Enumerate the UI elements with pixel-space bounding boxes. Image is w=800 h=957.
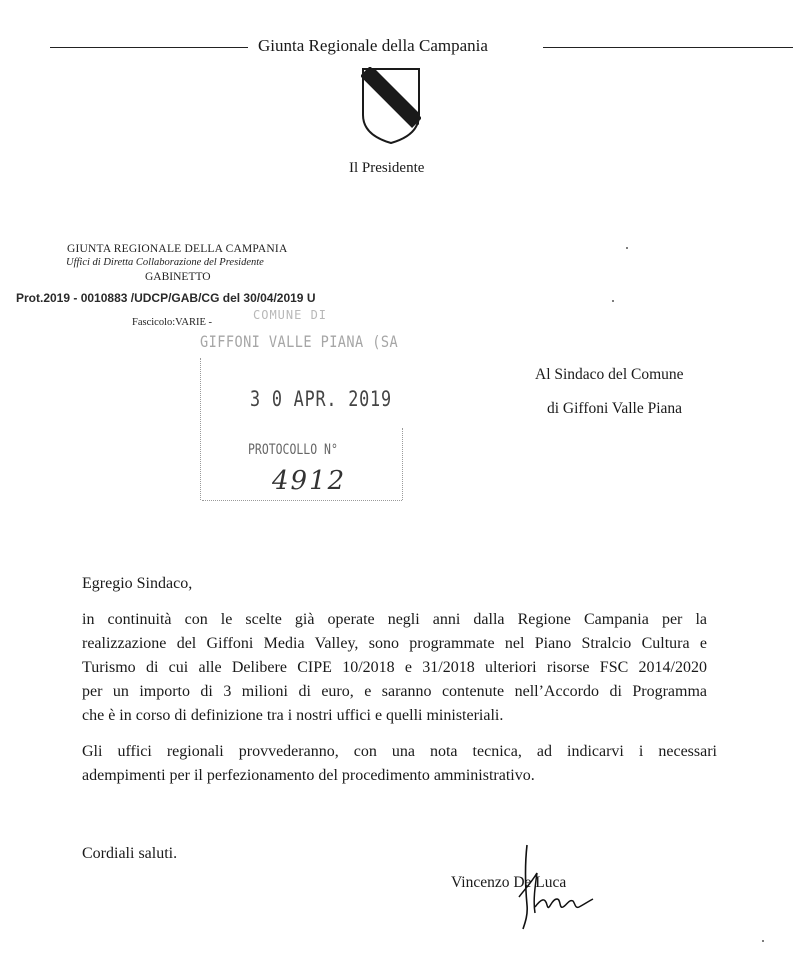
- protocol-fascicolo: Fascicolo:VARIE -: [132, 317, 213, 328]
- protocol-reference: Prot.2019 - 0010883 /UDCP/GAB/CG del 30/04/2019 U: [16, 291, 316, 305]
- stamp-protocol-label: PROTOCOLLO N°: [248, 442, 338, 458]
- paragraph-line: adempimenti per il perfezionamento del procedimento amministrativo.: [82, 767, 535, 784]
- paragraph-line: Turismo di cui alle Delibere CIPE 10/2018 e 31/2018 ulteriori risorse FSC 2014/2020: [82, 659, 707, 676]
- protocol-org-office: Uffici di Diretta Collaborazione del Presidente: [66, 257, 264, 268]
- stamp-city: GIFFONI VALLE PIANA (SA: [200, 332, 399, 351]
- letter-paragraph-2: [82, 740, 717, 788]
- stamp-protocol-number: 4912: [272, 466, 347, 496]
- handwritten-signature-icon: [505, 843, 605, 933]
- scan-speck: [612, 300, 614, 302]
- header-rule-right: [543, 47, 793, 48]
- paragraph-line: Gli uffici regionali provvederanno, con una nota tecnica, ad indicarvi i necessari: [82, 743, 717, 760]
- letter-paragraph-1: [82, 608, 707, 728]
- stamp-comune: COMUNE DI: [253, 308, 328, 322]
- recipient-line-2: di Giffoni Valle Piana: [547, 400, 683, 417]
- paragraph-line: realizzazione del Giffoni Media Valley, sono programmate nel Piano Stralcio Cultura e: [82, 635, 707, 652]
- paragraph-line: per un importo di 3 milioni di euro, e saranno contenute nell’Accordo di Programma: [82, 683, 707, 700]
- recipient-line-1: Al Sindaco del Comune: [535, 366, 684, 383]
- paragraph-line: in continuità con le scelte già operate negli anni dalla Regione Campania per la: [82, 611, 707, 628]
- protocol-org-cabinet: GABINETTO: [145, 271, 211, 283]
- stamp-border-bottom: [202, 500, 402, 501]
- header-rule-left: [50, 47, 248, 48]
- scan-speck: [626, 247, 628, 249]
- scan-speck: [762, 940, 764, 942]
- letter-salutation: Egregio Sindaco,: [82, 575, 193, 592]
- stamp-border-left: [200, 358, 201, 500]
- stamp-date: 3 0 APR. 2019: [250, 387, 392, 411]
- paragraph-line: che è in corso di definizione tra i nostri uffici e quelli ministeriali.: [82, 707, 504, 724]
- signer-name: Vincenzo De Luca: [451, 874, 567, 891]
- regional-coat-of-arms-icon: [361, 67, 421, 145]
- protocol-org-name: GIUNTA REGIONALE DELLA CAMPANIA: [67, 243, 288, 255]
- letter-closing: Cordiali saluti.: [82, 845, 178, 862]
- president-title: Il Presidente: [349, 160, 425, 176]
- header-title: Giunta Regionale della Campania: [258, 36, 488, 55]
- stamp-border-right: [402, 428, 403, 500]
